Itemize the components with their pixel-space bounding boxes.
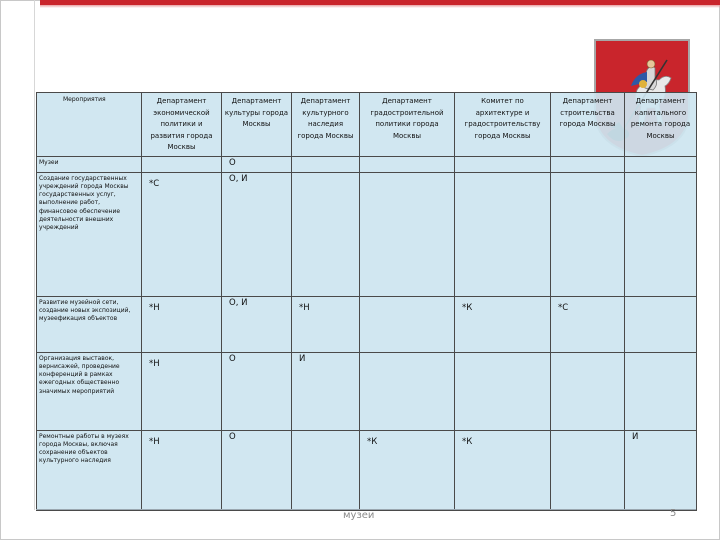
table-cell: О [222,352,292,430]
table-row [37,430,697,510]
table-cell: *Н [292,296,360,352]
page-number: 5 [670,508,677,519]
table-cell [142,156,222,172]
left-guide-line [34,0,35,510]
table-cell [625,352,697,430]
table-cell [455,156,551,172]
table-cell [360,156,455,172]
table-cell: О, И [222,172,292,296]
table-row [37,172,697,296]
table-cell [455,172,551,296]
row-label: Ремонтные работы в музеях города Москвы, включая сохранение объектов культурного наследия [37,430,142,510]
header-cell-capital-repair: Департамент капитального ремонта города Москвы [625,93,697,157]
row-label: Развитие музейной сети, создание новых экспозиций, музеефикация объектов [37,296,142,352]
header-cell-culture: Департамент культуры города Москвы [222,93,292,157]
table-cell [360,352,455,430]
table-cell [551,430,625,510]
table-cell [625,156,697,172]
table-cell [551,352,625,430]
row-label: Организация выставок, вернисажей, проведение конференций в рамках ежегодных общественно значимых мероприятий [37,352,142,430]
table-cell: *К [455,296,551,352]
table-cell: *Н [142,430,222,510]
header-cell-cultural-heritage: Департамент культурного наследия города Москвы [292,93,360,157]
table-cell: *Н [142,296,222,352]
table-row [37,352,697,430]
table-cell [360,296,455,352]
row-label: Создание государственных учреждений города Москвы государственных услуг, выполнение работ, финансовое обеспечение деятельности внешних учреждений [37,172,142,296]
table-cell: *Н [142,352,222,430]
table-cell [551,172,625,296]
table-cell: *К [455,430,551,510]
table-cell: О [222,430,292,510]
table-row [37,296,697,352]
header-cell-urban-planning: Департамент градостроительной политики города Москвы [360,93,455,157]
table-cell: *С [142,172,222,296]
table-cell [292,172,360,296]
table-cell [551,156,625,172]
header-cell-activities: Мероприятия [37,93,142,157]
table-cell: *К [360,430,455,510]
table-cell [292,430,360,510]
table-row [37,156,697,172]
table-cell: *С [551,296,625,352]
table-cell [455,352,551,430]
table-cell: И [625,430,697,510]
header-cell-construction: Департамент строительства города Москвы [551,93,625,157]
table-cell: О, И [222,296,292,352]
table-cell [625,172,697,296]
table-cell [625,296,697,352]
footer-label: музеи [343,510,375,521]
top-accent-shade [40,5,720,8]
header-cell-economic-policy: Департамент экономической политики и развития города Москвы [142,93,222,157]
table-cell [360,172,455,296]
table-cell: И [292,352,360,430]
table-cell: О [222,156,292,172]
table-header-row [37,93,697,157]
row-label: Музеи [37,156,142,172]
table-cell [292,156,360,172]
responsibility-table [36,92,697,511]
header-cell-architecture-committee: Комитет по архитектуре и градостроительству города Москвы [455,93,551,157]
